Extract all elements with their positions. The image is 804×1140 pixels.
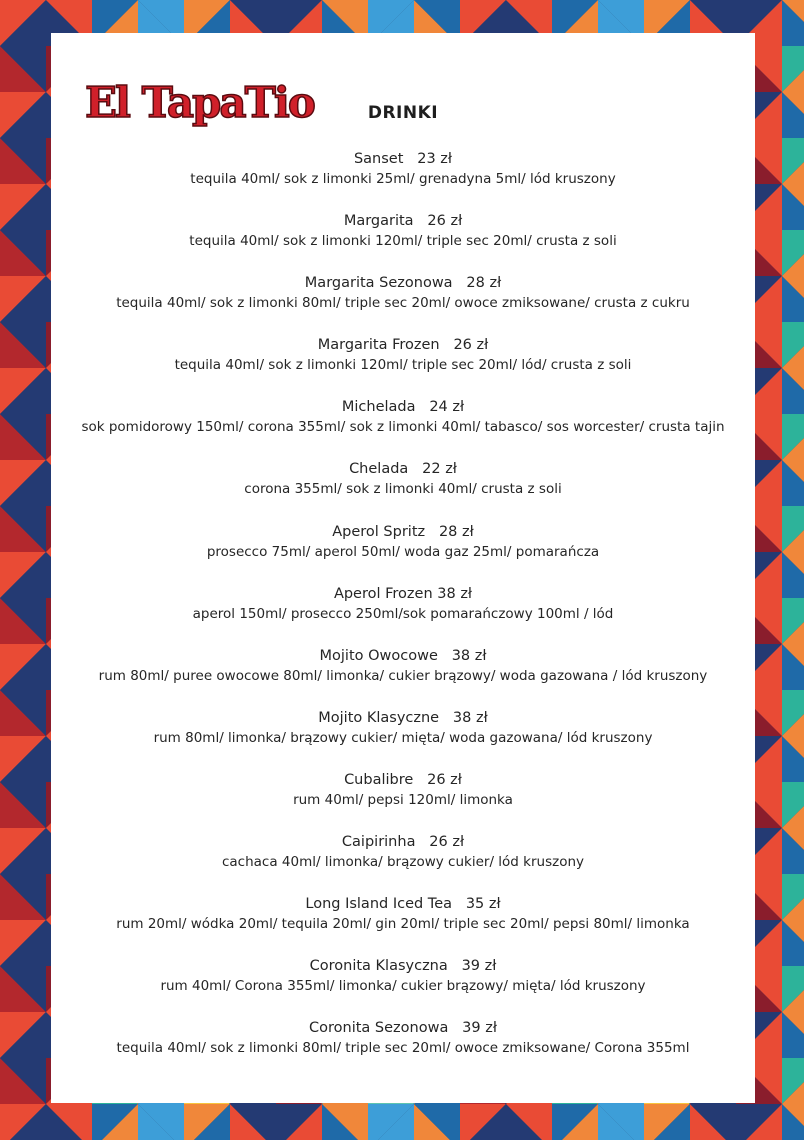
drink-name: Aperol Spritz 28 zł xyxy=(332,523,474,540)
drink-name: Mojito Klasyczne 38 zł xyxy=(318,709,488,726)
drink-name: Chelada 22 zł xyxy=(349,461,457,478)
drink-item xyxy=(16,894,790,956)
drink-name: Mojito Owocowe 38 zł xyxy=(319,647,487,664)
drink-item xyxy=(16,832,790,894)
drink-item xyxy=(16,646,790,708)
drink-name: Sanset 23 zł xyxy=(353,151,453,167)
drink-ingredients: tequila 40ml/ sok z limonki 80ml/ triple sec 20ml/ owoce zmiksowane/ crusta z cukru xyxy=(116,295,690,312)
drink-item xyxy=(16,211,790,273)
drink-item xyxy=(16,584,790,646)
drinks-list xyxy=(16,149,790,1080)
drink-ingredients: rum 80ml/ limonka/ brązowy cukier/ mięta/ woda gazowana/ lód kruszony xyxy=(153,729,653,746)
drink-ingredients: prosecco 75ml/ aperol 50ml/ woda gaz 25ml/ pomarańcza xyxy=(206,543,600,560)
drink-ingredients: tequila 40ml/ sok z limonki 120ml/ triple sec 20ml/ lód/ crusta z soli xyxy=(174,357,632,374)
drink-ingredients: rum 40ml/ pepsi 120ml/ limonka xyxy=(293,791,513,808)
drink-item xyxy=(16,149,790,211)
drink-name: Cubalibre 26 zł xyxy=(344,771,462,788)
drink-ingredients: cachaca 40ml/ limonka/ brązowy cukier/ lód kruszony xyxy=(221,854,585,871)
section-title: DRINKI xyxy=(367,103,439,123)
drink-item xyxy=(16,522,790,584)
drink-ingredients: rum 40ml/ Corona 355ml/ limonka/ cukier brązowy/ mięta/ lód kruszony xyxy=(160,978,646,995)
drink-item xyxy=(16,770,790,832)
drink-name: Aperol Frozen 38 zł xyxy=(333,585,473,602)
drink-name: Margarita Sezonowa 28 zł xyxy=(304,275,502,292)
drink-item xyxy=(16,335,790,397)
drink-ingredients: tequila 40ml/ sok z limonki 120ml/ triple sec 20ml/ crusta z soli xyxy=(189,233,617,250)
drink-name: Michelada 24 zł xyxy=(341,399,465,416)
drink-name: Coronita Sezonowa 39 zł xyxy=(309,1020,497,1037)
drink-ingredients: rum 20ml/ wódka 20ml/ tequila 20ml/ gin 20ml/ triple sec 20ml/ pepsi 80ml/ limonka xyxy=(116,916,690,933)
logo-text: El TapaTio xyxy=(85,78,314,127)
drink-name: Coronita Klasyczna 39 zł xyxy=(309,958,497,975)
drink-name: Caipirinha 26 zł xyxy=(341,834,465,851)
drink-item xyxy=(16,1018,790,1080)
drink-ingredients: tequila 40ml/ sok z limonki 25ml/ grenadyna 5ml/ lód kruszony xyxy=(190,171,616,187)
drink-name: Long Island Iced Tea 35 zł xyxy=(305,896,501,913)
menu-sheet xyxy=(51,33,755,1103)
drink-ingredients: corona 355ml/ sok z limonki 40ml/ crusta z soli xyxy=(244,481,562,498)
drink-item xyxy=(16,708,790,770)
drink-name: Margarita Frozen 26 zł xyxy=(317,337,489,354)
drink-item xyxy=(16,397,790,459)
drink-ingredients: rum 80ml/ puree owocowe 80ml/ limonka/ cukier brązowy/ woda gazowana / lód kruszony xyxy=(98,667,708,684)
drink-item xyxy=(16,459,790,521)
drink-name: Margarita 26 zł xyxy=(343,213,463,230)
drink-ingredients: aperol 150ml/ prosecco 250ml/sok pomarańczowy 100ml / lód xyxy=(192,605,614,622)
drink-item xyxy=(16,956,790,1018)
drink-ingredients: sok pomidorowy 150ml/ corona 355ml/ sok z limonki 40ml/ tabasco/ sos worcester/ crusta tajin xyxy=(81,419,725,436)
drink-ingredients: tequila 40ml/ sok z limonki 80ml/ triple sec 20ml/ owoce zmiksowane/ Corona 355ml xyxy=(116,1040,690,1057)
drink-item xyxy=(16,273,790,335)
